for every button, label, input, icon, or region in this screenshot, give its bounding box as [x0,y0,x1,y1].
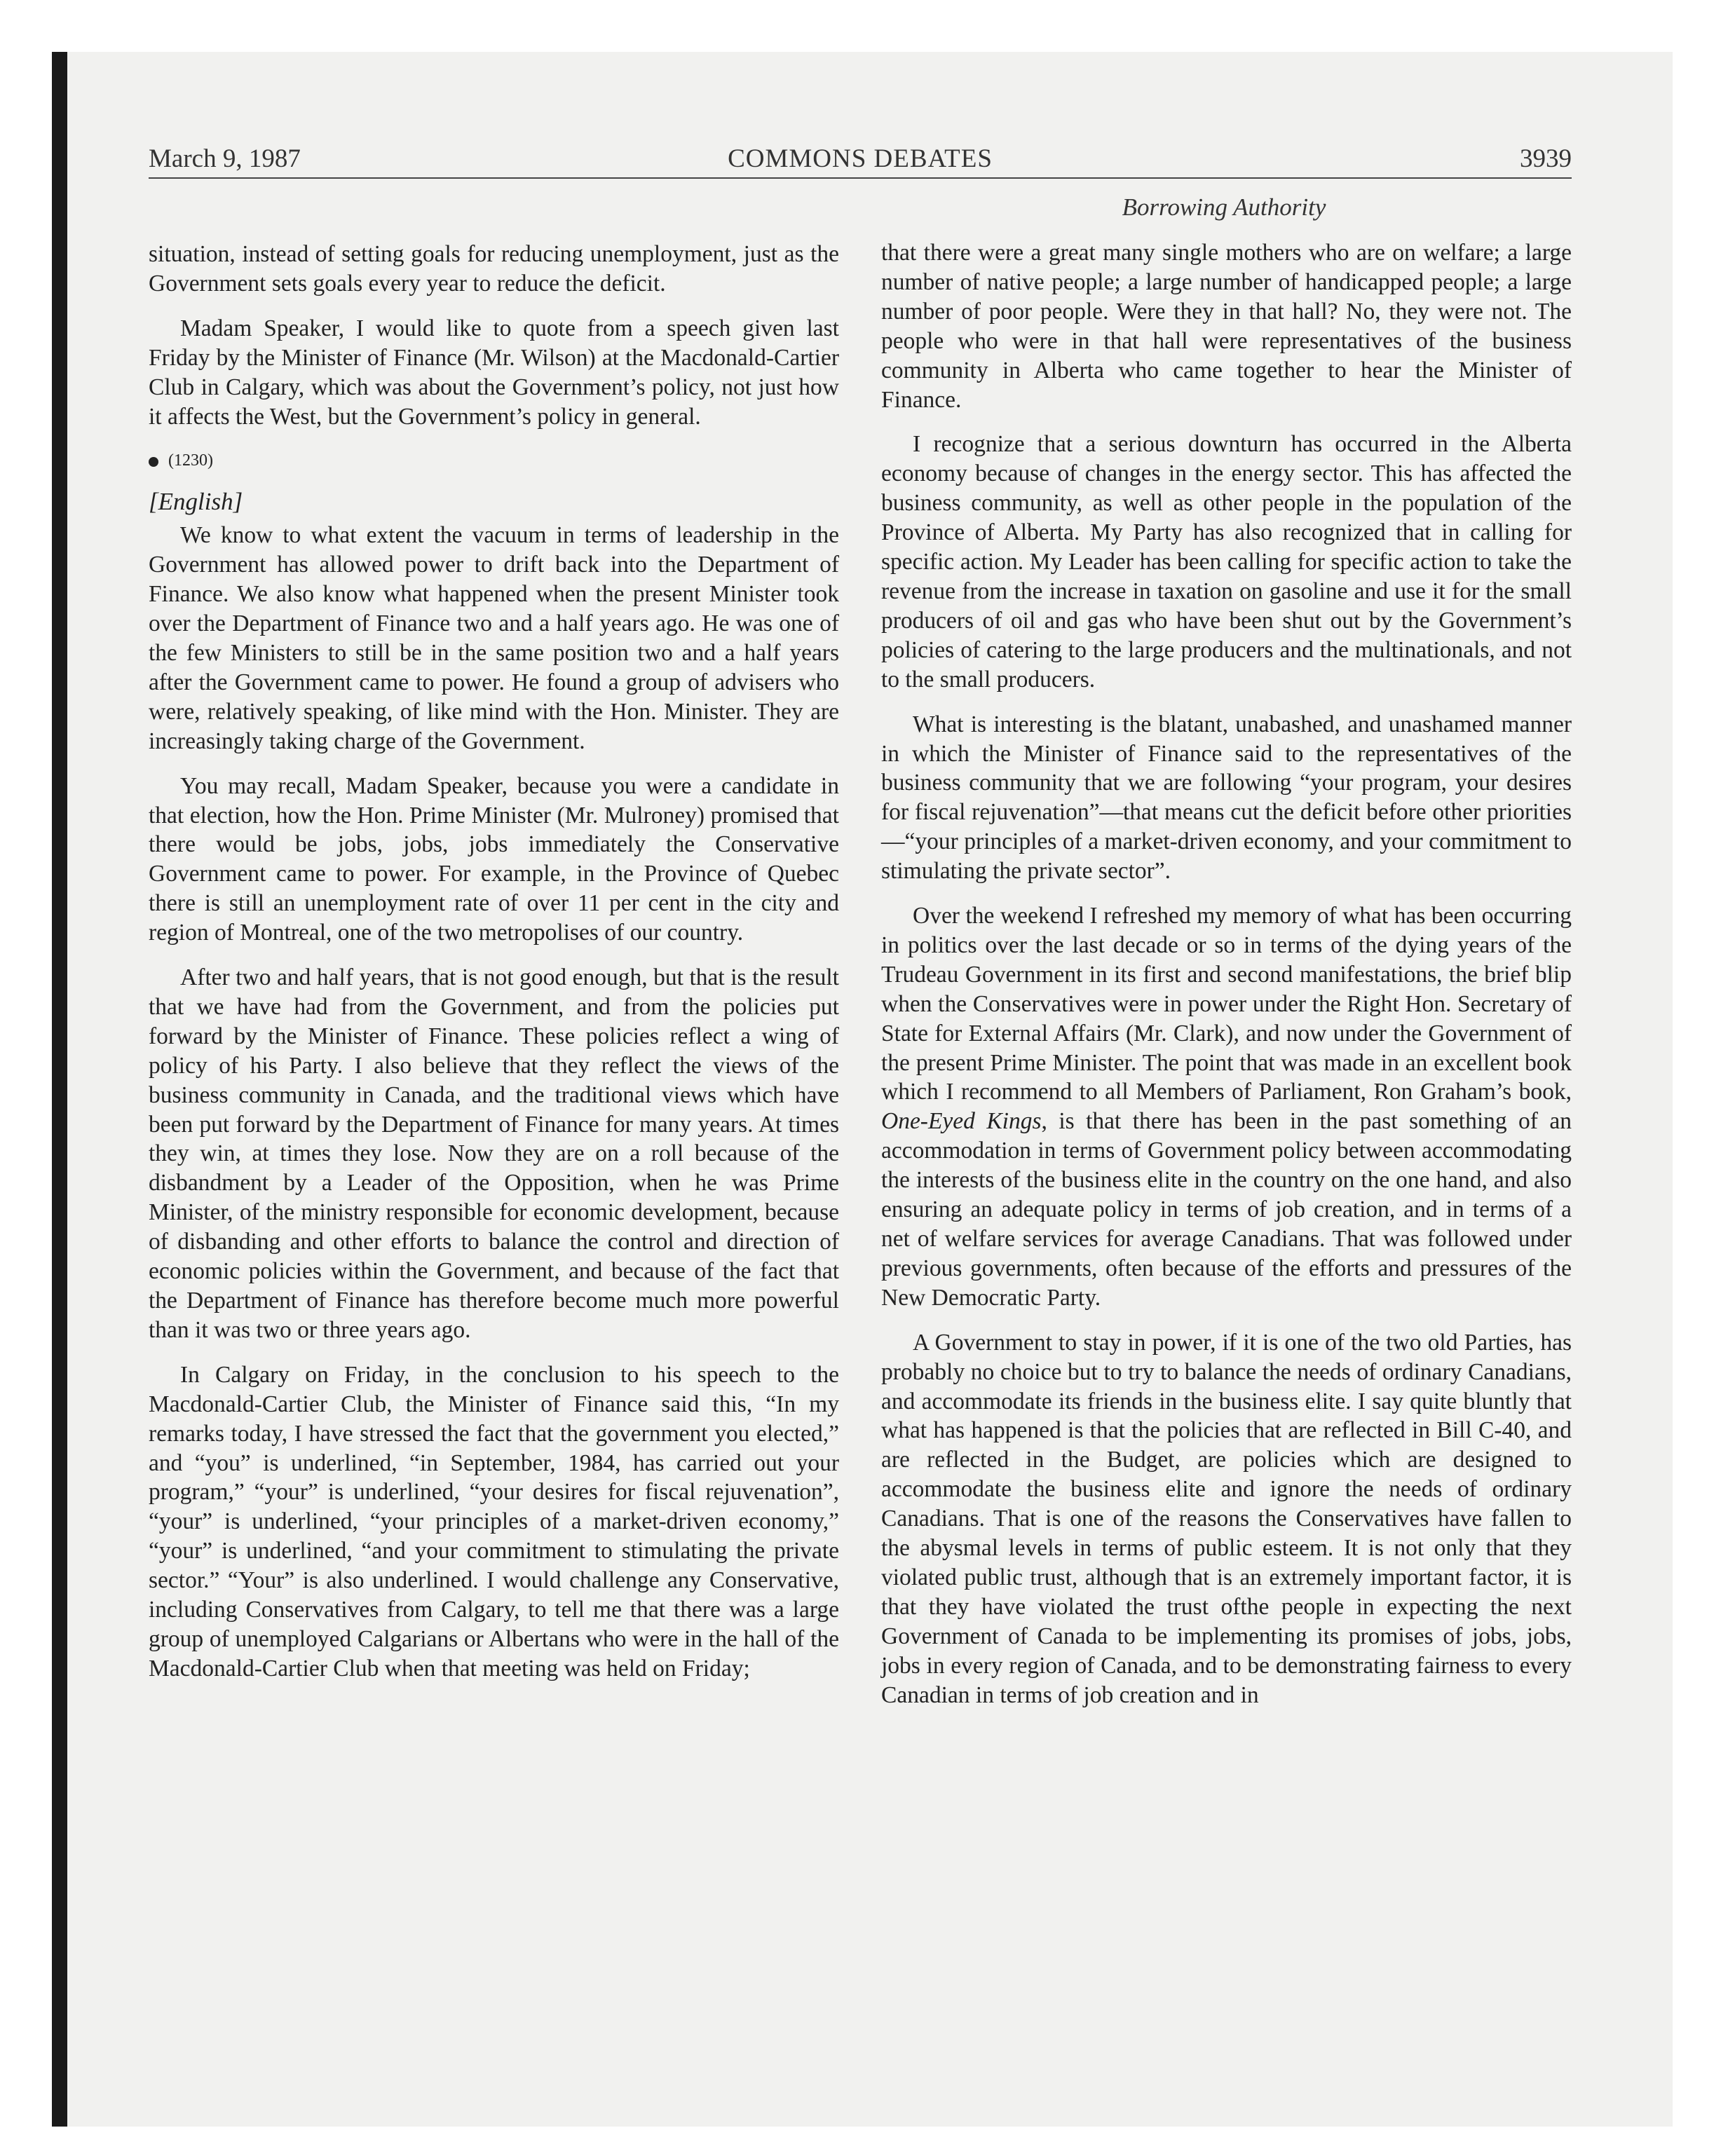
scan-edge-bar [52,52,67,2127]
paragraph: I recognize that a serious downturn has occurred in the Alberta economy because of changes in the energy sector. This has affected the business community, as well as other people in the population of the Province of Alberta. My Party has also recognized that in calling for specific action. My Leader has been calling for specific action to take the revenue from the increase in taxation on gasoline and use it for the small producers of oil and gas who have been shut out by the Government’s policies of catering to the large producers and the multinationals, and not to the small producers. [881,431,1572,692]
paragraph: We know to what extent the vacuum in terms of leadership in the Government has allowed power to drift back into the Department of Finance. We also know what happened when the present Minister took over the Department of Finance two and a half years ago. He was one of the few Ministers to still be in the same position two and a half years after the Government came to power. He found a group of advisers who were, relatively speaking, of like mind with the Hon. Minister. They are increasingly taking charge of the Government. [149,522,839,754]
paragraph: situation, instead of setting goals for reducing unemployment, just as the Government sets goals every year to reduce the deficit. [149,241,839,296]
language-marker: [English] [149,488,243,516]
paragraph: What is interesting is the blatant, unabashed, and unashamed manner in which the Minister of Finance said to the representatives of the business community that we are following “your program, your desires for fiscal rejuvenation”—that means cut the deficit before other priorities—“your principles of a market-driven economy, and your commitment to stimulating the private sector”. [881,711,1572,885]
time-marker-text: (1230) [168,451,213,470]
paragraph: After two and half years, that is not good enough, but that is the result that we have had from the Government, and from the policies put forward by the Minister of Finance. These policies reflect a wing of policy of his Party. I also believe that they reflect the views of the business community in Canada, and the traditional views which have been put forward by the Department of Finance for many years. At times they win, at times they lose. Now they are on a roll because of the disbandment by a Leader of the Opposition, when he was Prime Minister, of the ministry responsible for economic development, because of disbanding and other efforts to balance the control and direction of economic policies within the Government, and because of the fact that the Department of Finance has therefore become much more powerful than it was two or three years ago. [149,964,839,1343]
left-column [149,240,839,1699]
header-publication: COMMONS DEBATES [728,144,993,173]
header-rule [149,177,1572,179]
book-title: One-Eyed Kings [881,1108,1042,1135]
paragraph-text: Over the weekend I refreshed my memory of what has been occurring in politics over the last decade or so in terms of the dying years of the Trudeau Government in its first and second manifestations, the brief blip when the Conservatives were in power under the Right Hon. Secretary of State for External Affairs (Mr. Clark), and now under the Government of the present Prime Minister. The point that was made in an excellent book which I recommend to all Members of Parliament, Ron Graham’s book, [881,903,1572,1105]
paragraph: In Calgary on Friday, in the conclusion to his speech to the Macdonald-Cartier Club, the Minister of Finance said this, “In my remarks today, I have stressed the fact that the government you elected,” and “you” is underlined, “in September, 1984, has carried out your program,” “your” is underlined, “your desires for fiscal rejuvenation”, “your” is underlined, “your principles of a market-driven economy,” “your” is underlined, “and your commitment to stimulating the private sector.” “Your” is also underlined. I would challenge any Conservative, including Conservatives from Calgary, to tell me that there was a large group of unemployed Calgarians or Albertans who were in the hall of the Macdonald-Cartier Club when that meeting was held on Friday; [149,1361,839,1681]
paragraph: Madam Speaker, I would like to quote from a speech given last Friday by the Minister of Finance (Mr. Wilson) at the Macdonald-Cartier Club in Calgary, which was about the Government’s policy, not just how it affects the West, but the Government’s policy in general. [149,315,839,430]
bullet-icon [149,457,158,467]
paragraph: A Government to stay in power, if it is one of the two old Parties, has probably no choice but to try to balance the needs of ordinary Canadians, and accommodate its friends in the business elite. I say quite bluntly that what has happened is that the policies that are reflected in Bill C-40, and are reflected in the Budget, are policies which are designed to accommodate the business elite and ignore the needs of ordinary Canadians. That is one of the reasons the Conservatives have fallen to the abysmal levels in terms of public esteem. It is not only that they violated public trust, although that is an extremely important factor, it is that they have violated the trust ofthe people in expecting the next Government of Canada to be implementing its promises of jobs, jobs, jobs in every region of Canada, and to be demonstrating fairness to every Canadian in terms of job creation and in [881,1329,1572,1708]
paragraph [881,901,1572,1313]
page-header [149,144,1572,177]
right-column [881,238,1572,1726]
header-page-number: 3939 [1520,144,1572,173]
running-head: Borrowing Authority [1122,193,1326,221]
paragraph: that there were a great many single mothers who are on welfare; a large number of native people; a large number of handicapped people; a large number of poor people. Were they in that hall? No, they were not. The people who were in that hall were representatives of the business community in Alberta who came together to hear the Minister of Finance. [881,240,1572,413]
header-date: March 9, 1987 [149,144,301,173]
paragraph-text: , is that there has been in the past something of an accommodation in terms of Government policy between accommodating the interests of the business elite in the country on the one hand, and also ensuring an adequate policy in terms of job creation, and in terms of a net of welfare services for average Canadians. That was followed under previous governments, often because of the efforts and pressures of the New Democratic Party. [881,1108,1572,1311]
time-marker [149,446,839,475]
paragraph: You may recall, Madam Speaker, because you were a candidate in that election, how the Hon. Prime Minister (Mr. Mulroney) promised that there would be jobs, jobs, jobs immediately the Conservative Government came to power. For example, in the Province of Quebec there is still an unemployment rate of over 11 per cent in the city and region of Montreal, one of the two metropolises of our country. [149,772,839,946]
